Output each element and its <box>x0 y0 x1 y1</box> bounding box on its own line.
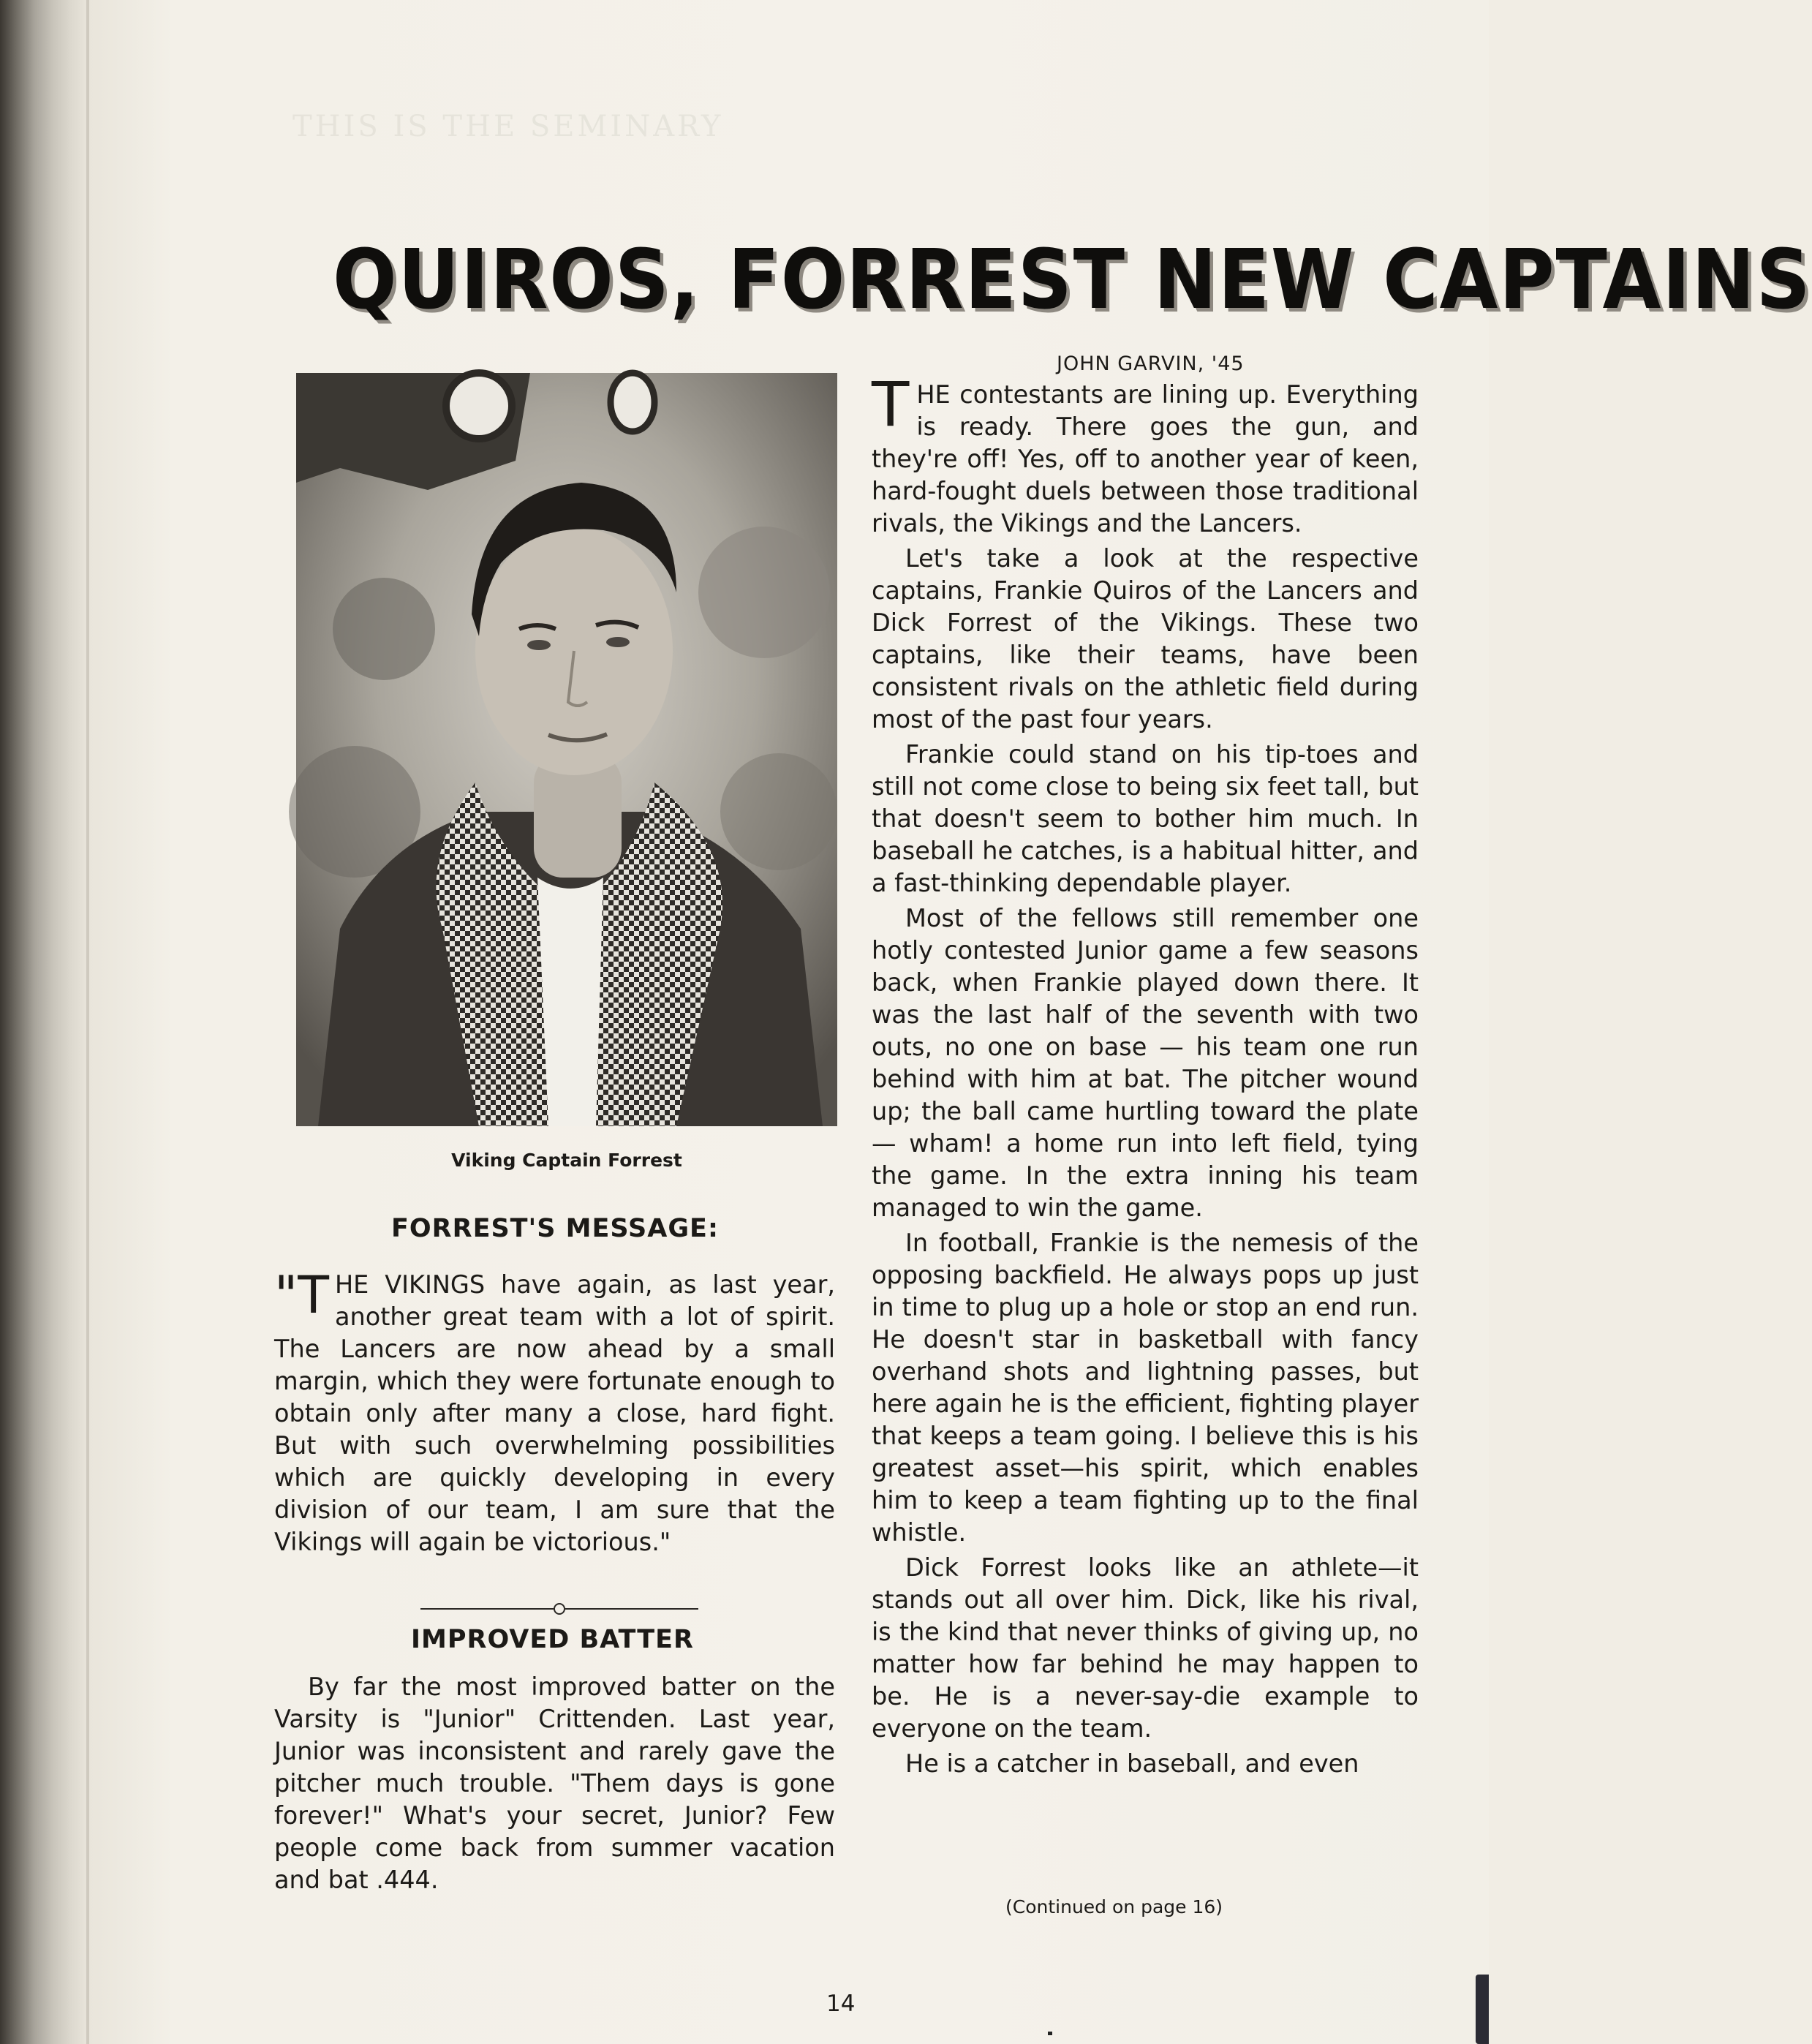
article-headline: QUIROS, FORREST NEW CAPTAINS <box>333 233 1812 328</box>
message-paragraph <box>274 1265 835 1558</box>
article-right-column <box>872 369 1419 1783</box>
batter-heading: IMPROVED BATTER <box>411 1625 694 1654</box>
bleed-through-text: THIS IS THE SEMINARY <box>292 110 724 143</box>
quote-drop-cap: "T <box>274 1265 329 1325</box>
print-mark <box>1048 2032 1052 2035</box>
message-text: HE VIKINGS have again, as last year, another great team with a lot of spirit. The Lancers are now ahead by a small margin, which they were fortunate enough to obtain only after many a close, hard fight. But with such overwhelming possibilities which are quickly developing in every division of our team, I am sure that the Vikings will again be victorious." <box>274 1270 835 1556</box>
article-lead-paragraph <box>872 369 1419 540</box>
article-paragraph: Let's take a look at the respective captains, Frankie Quiros of the Lancers and Dick Forrest of the Vikings. These two captains, like their teams, have been consistent rivals on the athletic field during most of the past four years. <box>872 544 1419 733</box>
drop-cap: T <box>872 369 910 440</box>
portrait-illustration <box>296 373 837 1126</box>
article-paragraph: In football, Frankie is the nemesis of the opposing backfield. He always pops up just in time to plug up a hole or stop an end run. He doesn't star in basketball with fancy overhand shots and lightning passes, but here again he is the efficient, fighting player that keeps a team going. I believe this is his greatest asset—his spirit, which enables him to keep a team fighting up to the final whistle. <box>872 1229 1419 1547</box>
batter-paragraph: By far the most improved batter on the Varsity is "Junior" Crittenden. Last year, Junior was inconsistent and rarely gave the pitcher much trouble. "Them days is gone forever!" What's your secret, Junior? Few people come back from summer vacation and bat .444. <box>274 1672 835 1894</box>
page-number: 14 <box>826 1991 856 2017</box>
captain-photo <box>296 373 837 1126</box>
photo-caption: Viking Captain Forrest <box>451 1150 682 1171</box>
batter-column <box>274 1671 835 1899</box>
article-byline: JOHN GARVIN, '45 <box>1057 352 1245 375</box>
message-quote <box>274 1265 835 1561</box>
section-divider <box>420 1600 698 1618</box>
lead-paragraph-text: HE contestants are lining up. Everything is ready. There goes the gun, and they're off! Yes, off to another year of keen, hard-fought duels between those traditional rivals, the Vikings and the Lancers. <box>872 380 1419 538</box>
article-paragraph: Frankie could stand on his tip-toes and still not come close to being six feet tall, but that doesn't seem to bother him much. In baseball he catches, is a habitual hitter, and a fast-thinking dependable player. <box>872 740 1419 897</box>
article-paragraph: He is a catcher in baseball, and even <box>905 1749 1359 1778</box>
article-paragraph: Most of the fellows still remember one hotly contested Junior game a few seasons back, when Frankie played down there. It was the last half of the seventh with two outs, no one on base — his team one run behind with him at bat. The pitcher wound up; the ball came hurtling toward the plate — wham! a home run into left field, tying the game. In the extra inning his team managed to win the game. <box>872 904 1419 1222</box>
page-edge-tab <box>1476 1975 1489 2044</box>
continued-note: (Continued on page 16) <box>1005 1896 1223 1917</box>
book-binding <box>0 0 86 2044</box>
message-heading: FORREST'S MESSAGE: <box>391 1214 719 1243</box>
article-paragraph: Dick Forrest looks like an athlete—it stands out all over him. Dick, like his rival, is the kind that never thinks of giving up, no matter how far behind he may happen to be. He is a never-say-die example to everyone on the team. <box>872 1553 1419 1743</box>
